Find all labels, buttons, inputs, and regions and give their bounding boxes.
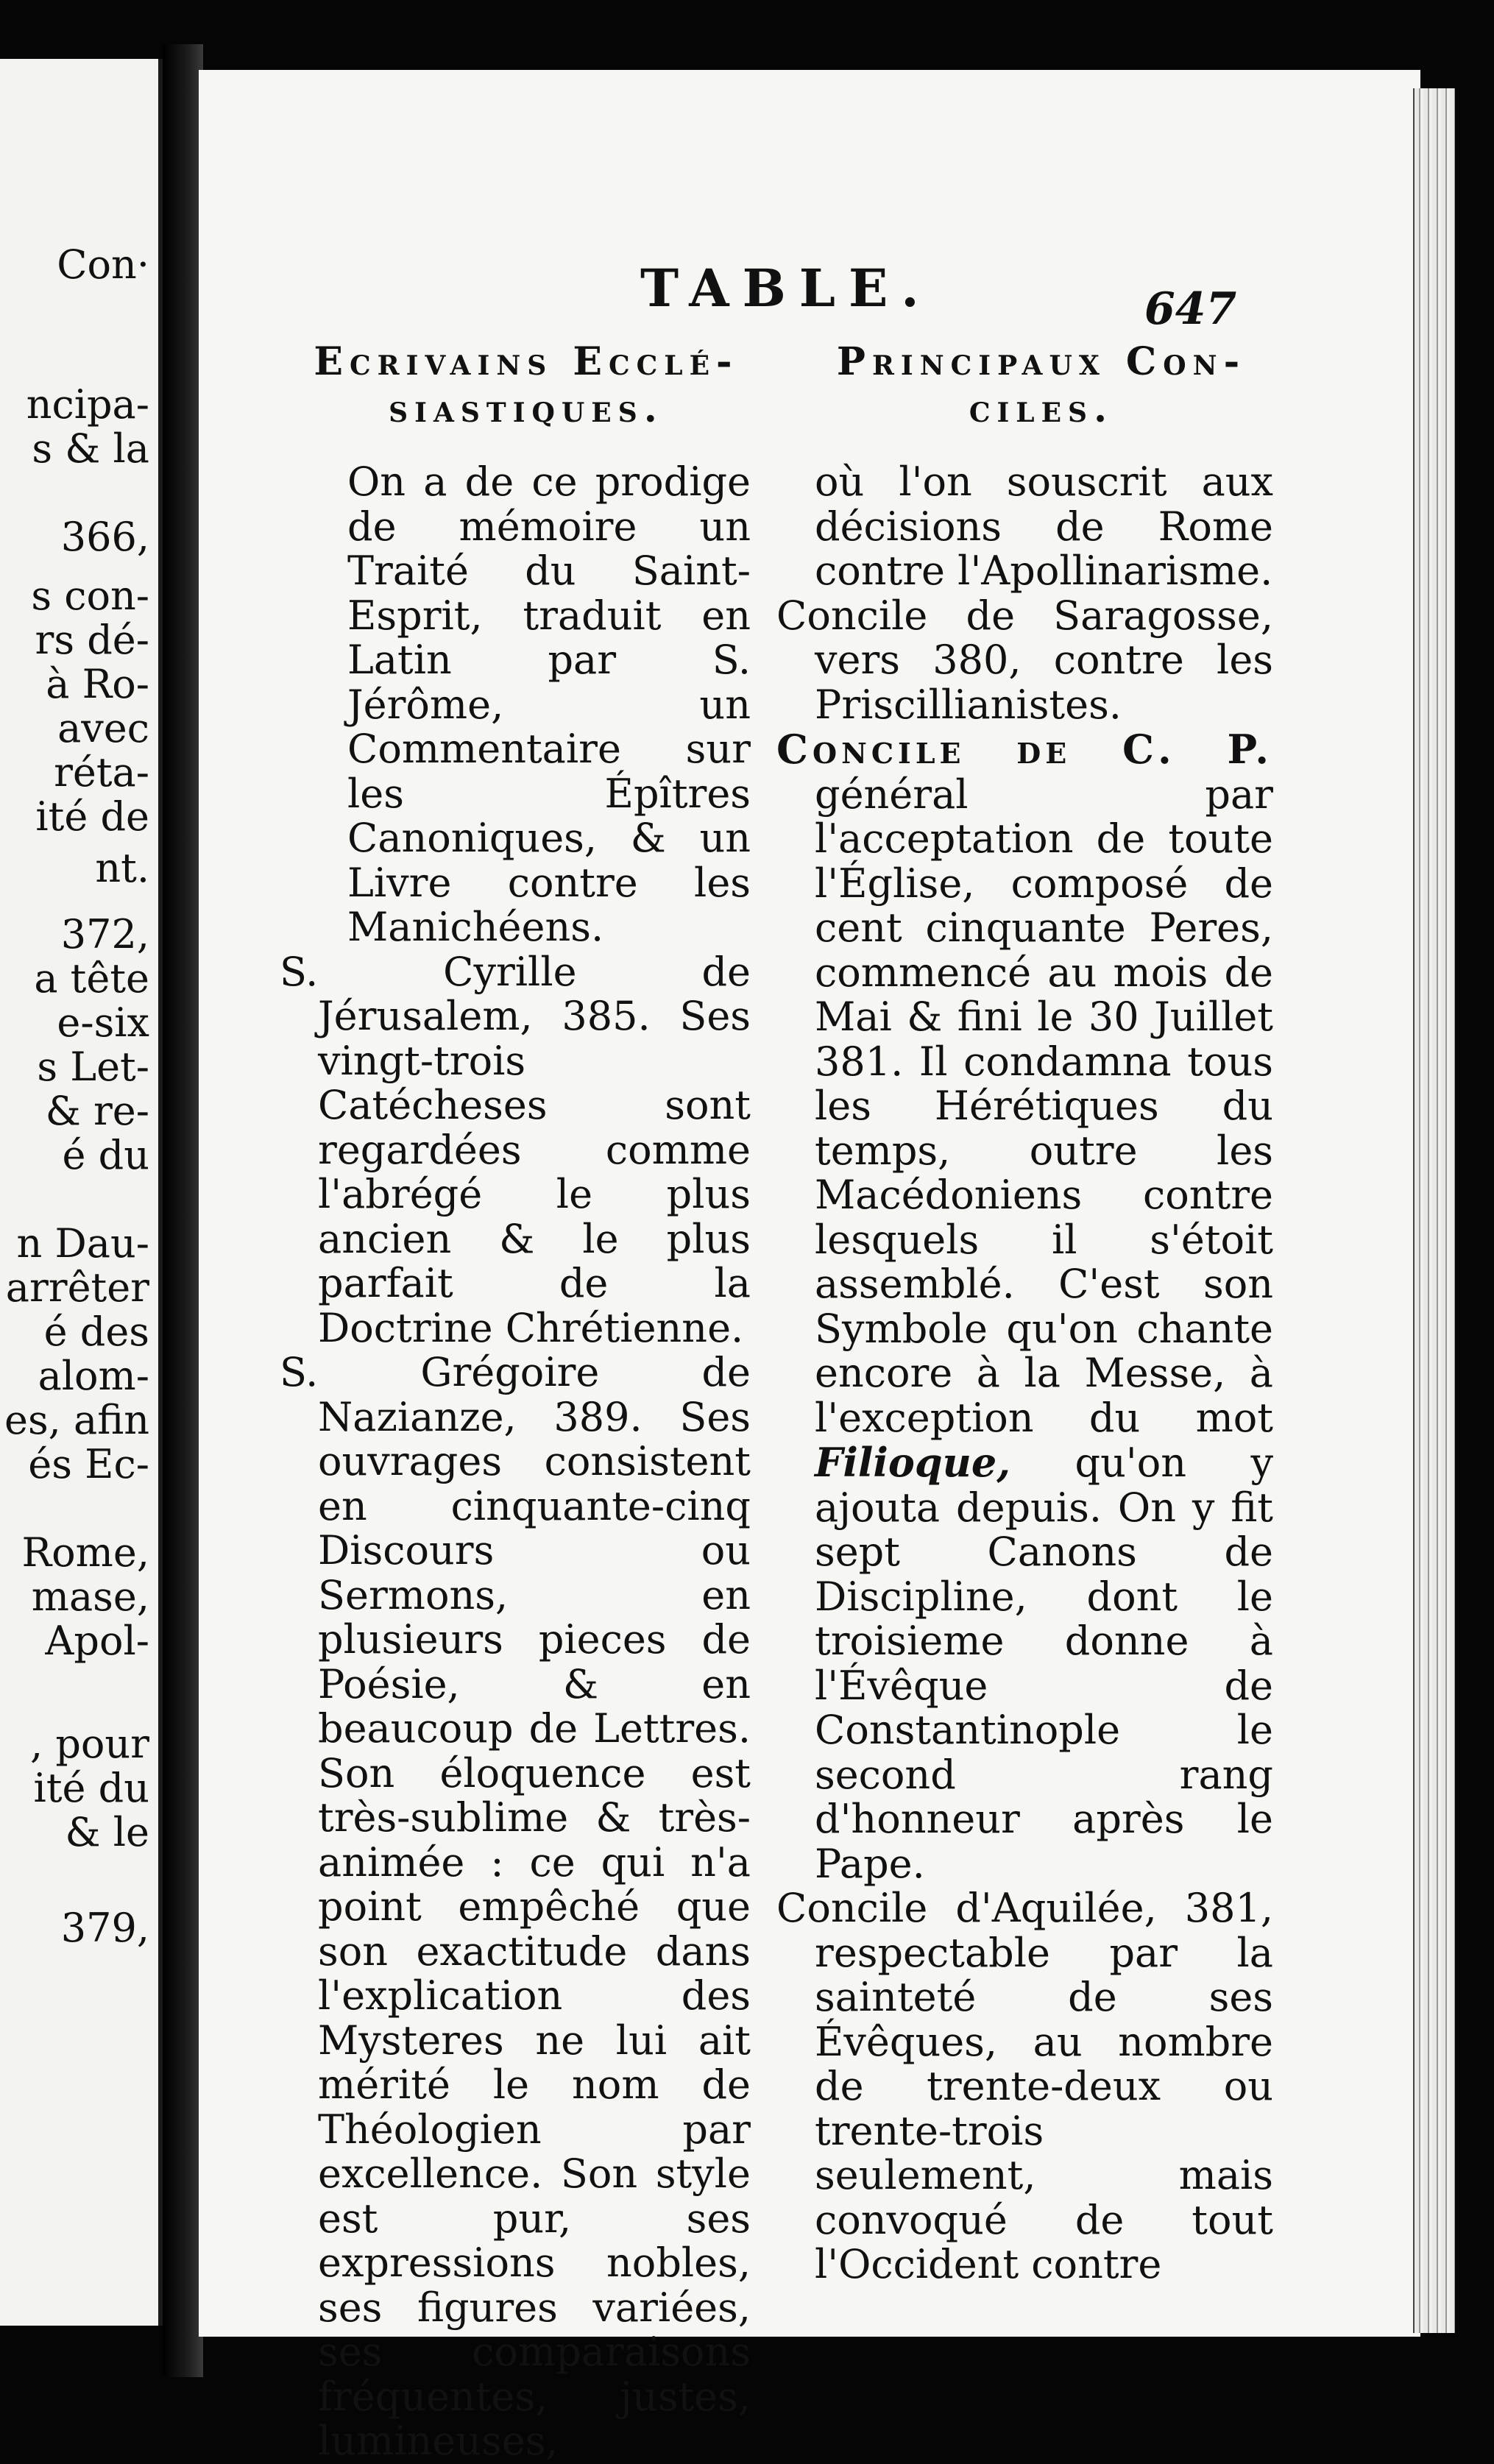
previous-page-edge	[0, 59, 163, 2326]
previous-page-line: Apol-	[45, 1618, 149, 1664]
previous-page-line: , pour	[30, 1721, 149, 1767]
book-gutter	[163, 44, 203, 2377]
previous-page-line: rs dé-	[35, 617, 149, 663]
page-stack-edges	[1413, 88, 1455, 2333]
left-column	[280, 460, 751, 2464]
previous-page-line: Con·	[57, 241, 149, 288]
right-heading-line-1: Principaux Con-	[836, 339, 1247, 384]
entry-text-continued: qu'on y ajouta depuis. On y fit sept Canons de Discipline, dont le troisieme donne à l'Évêque de Constantinople le second rang d'honneur après le Pape.	[815, 1440, 1273, 1887]
right-heading-line-2: ciles.	[969, 386, 1114, 431]
previous-page-line: e-six	[57, 999, 149, 1046]
entry-concile-de-saragosse: Concile de Saragosse, vers 380, contre les Priscillianistes.	[776, 592, 1273, 728]
previous-page-line: és Ec-	[28, 1441, 149, 1487]
previous-page-line: ité de	[35, 793, 149, 840]
previous-page-line: 379,	[60, 1905, 149, 1951]
left-column-heading	[294, 339, 758, 433]
previous-page-line: es, afin	[4, 1397, 149, 1443]
entry-gregoire-de-nazianze: S. Grégoire de Nazianze, 389. Ses ouvrages consistent en cinquante-cinq Discours ou Sermons, en plusieurs pieces de Poésie, & en beaucoup de Lettres. Son éloquence est très-sublime & très-animée : ce qui n'a point empêché que son exactitude dans l'explication des Mysteres ne lui ait mérité le nom de Théologien par excellence. Son style est pur, ses expressions nobles, ses figures variées, ses comparaisons fréquentes, justes, lumineuses,	[280, 1349, 751, 2464]
entry-continuation: où l'on souscrit aux décisions de Rome contre l'Apollinarisme.	[815, 459, 1273, 594]
running-head: TABLE.	[640, 258, 932, 319]
left-heading-line-1: Ecrivains Ecclé-	[314, 339, 739, 384]
previous-page-line: ité du	[33, 1765, 149, 1811]
previous-page-line: a tête	[34, 955, 149, 1002]
previous-page-line: & le	[65, 1809, 149, 1855]
previous-page-line: s con-	[31, 573, 149, 619]
previous-page-line: s Let-	[37, 1044, 149, 1090]
previous-page-line: alom-	[38, 1353, 149, 1399]
previous-page-line: é du	[62, 1132, 149, 1178]
previous-page-line: réta-	[54, 749, 149, 796]
previous-page-line: é des	[43, 1309, 149, 1355]
left-heading-line-2: siastiques.	[389, 386, 664, 431]
previous-page-line: 366,	[60, 514, 149, 560]
page-number: 647	[1144, 283, 1237, 335]
previous-page-line: mase,	[31, 1573, 149, 1620]
previous-page-line: nt.	[95, 845, 149, 891]
previous-page-line: Rome,	[21, 1529, 149, 1576]
entry-cyrille-de-jerusalem: S. Cyrille de Jérusalem, 385. Ses vingt-trois Catécheses sont regardées comme l'abrégé le plus ancien & le plus parfait de la Doctrine Chrétienne.	[280, 948, 751, 1351]
entry-concile-de-cp	[776, 727, 1273, 1886]
entry-lead: Concile de C. P.	[776, 726, 1273, 773]
entry-concile-d-aquilee: Concile d'Aquilée, 381, respectable par la sainteté de ses Évêques, au nombre de trente-deux ou trente-trois seulement, mais convoqué de tout l'Occident contre	[776, 1885, 1273, 2287]
italic-word: Filioque,	[815, 1439, 1011, 1486]
entry-text: général par l'acceptation de toute l'Église, composé de cent cinquante Peres, commencé au mois de Mai & fini le 30 Juillet 381. Il condamna tous les Hérétiques du temps, outre les Macédoniens contre lesquels il s'étoit assemblé. C'est son Symbole qu'on chante encore à la Messe, à l'exception du mot	[815, 771, 1273, 1441]
previous-page-line: arrêter	[5, 1264, 149, 1311]
previous-page-line: à Ro-	[46, 661, 149, 707]
previous-page-line: s & la	[32, 425, 149, 472]
previous-page-line: avec	[57, 705, 149, 751]
right-column-heading	[806, 339, 1277, 433]
right-column	[776, 460, 1273, 2287]
previous-page-line: 372,	[60, 911, 149, 957]
previous-page-line: ncipa-	[26, 381, 149, 428]
previous-page-line: & re-	[45, 1088, 149, 1134]
previous-page-line: n Dau-	[16, 1220, 149, 1267]
entry-continuation: On a de ce prodige de mémoire un Traité du Saint-Esprit, traduit en Latin par S. Jérôme, un Commentaire sur les Épîtres Canoniques, & un Livre contre les Manichéens.	[347, 459, 751, 950]
